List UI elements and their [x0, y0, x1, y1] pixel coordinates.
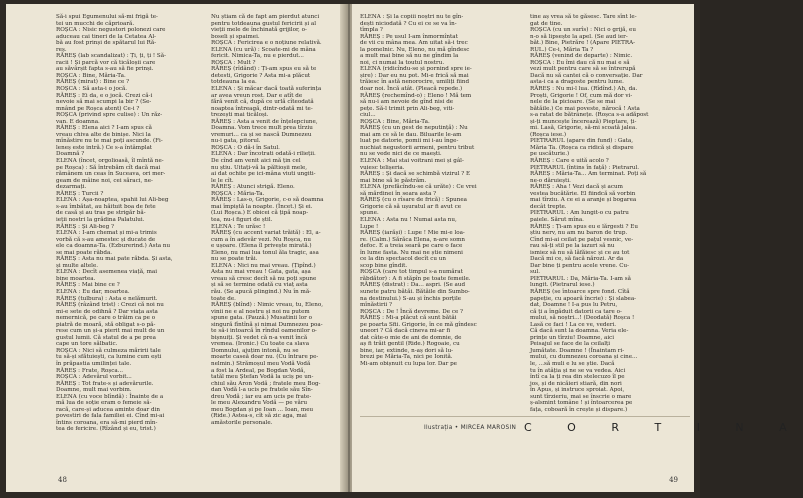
text-line: mai împiștă la noapte. (Încet.) Și ei.: [211, 203, 313, 210]
text-line: Lasă ce faci ! La ce ve, vederi.: [530, 321, 617, 328]
text-line: ELENA : Și măcar dacă toată suferința: [211, 86, 322, 93]
text-line: Dacă nu să cantei că o conversație. Dar: [530, 72, 643, 79]
text-line: RĂREȘ (tulbura) : Asta e nelămurit.: [56, 295, 158, 302]
text-line: povestiri de fala familiei ei. Cînd mi-ai: [56, 413, 165, 420]
text-line: De cînd am venit aici mă țin cel: [211, 158, 301, 165]
text-line: ELENA : Așa-noaptea, spahii lui Ali-beg: [56, 197, 169, 204]
text-line: geam de mâine noi, cei săraci, ne-: [56, 177, 153, 184]
text-line: ieții nostri la grădina Palatului.: [56, 216, 145, 223]
text-line: vremea. (Ironic.) Cu toate ca slava: [211, 341, 310, 348]
text-line: dreu Vodă ; iar eu am ucis pe frate-: [211, 393, 312, 400]
text-line: nuchiat negustorii armeni, pentru tribut: [360, 144, 475, 151]
text-line: RĂREȘ (mirat) : Bine ce ?: [56, 79, 130, 86]
text-line: sunt tîrzieriu, mai se înscrie o mare: [530, 393, 632, 400]
text-line: ROȘCA : Măria-Ta.: [211, 190, 265, 197]
text-line: ELENA : Asta nu ! Numai asta nu,: [360, 216, 457, 223]
text-line: RĂREȘ (cu accent variat trăită) : El, a-: [211, 230, 321, 237]
text-line: Măria Ta. (Roșca ca ridică și dispare: [530, 144, 634, 151]
text-line: singură fîntînă și nimai Dumnezeu poa-: [211, 321, 323, 328]
text-line: ROȘCA (care tot timpul s-a numărat: [360, 269, 463, 276]
text-line: Asta nu mai vreau ! Gata, gata, așa: [211, 269, 311, 276]
text-line: RĂREȘ : Asta nu mai pate răbda. Și asta,: [56, 256, 173, 263]
text-line: vreau să cresc decît să nu poți spune: [211, 275, 317, 282]
text-line: RĂREȘ (venind de departe) : Nimic.: [530, 53, 633, 60]
text-line: RĂREȘ : Ți-am spus eu e lărgesti ? Eu: [530, 223, 638, 230]
text-line: detesti, Grigorie ? Asta mi-a plăcut: [211, 72, 311, 79]
text-line: noaptea întreagă, dintr-odată mi te-: [211, 105, 313, 112]
text-line: a fost la Ardeal, pe Bogdan Vodă,: [211, 367, 306, 374]
text-line: RĂREȘ : Pe usul I-am înmormîntat: [360, 33, 458, 40]
text-line: s-au îmbătat, au hăituit boa de fete: [56, 203, 156, 210]
text-line: ar avea vreun rost. Dar e atît de: [211, 92, 303, 99]
illustration-credit: Ilustrația • MIRCEA MAROSIN: [424, 425, 517, 431]
text-line: chiul său Aron Vodă ; fratele meu Bog-: [211, 380, 321, 387]
text-line: vreau chiva alte de binișe. Nici la: [56, 131, 151, 138]
text-line: pe Roșca) : Să întrebăm cît dacă mai: [56, 164, 161, 171]
text-line: mi-e sete de odihnă ? Dar viața asta: [56, 308, 158, 315]
left-column-2: [211, 14, 359, 426]
text-line: trezești mai ticăloși.: [211, 112, 269, 119]
text-line: RUL.) Ce-i, Măria Ta ?: [530, 46, 594, 53]
text-line: ELENA : Nici nu mai vreau. (Țipînd.): [211, 262, 316, 269]
text-line: le le cît.: [211, 177, 234, 184]
text-line: RĂREȘ : Și Ali-beg ?: [56, 223, 114, 230]
text-line: ROȘCA : De ! Încă devreme. De ce ?: [360, 308, 464, 315]
text-line: e ușoare. (Elena îl privește mirată.): [211, 243, 312, 250]
text-line: toate de.: [211, 295, 236, 302]
text-line: dat câte-o mie de ani de domnie, de: [360, 334, 462, 341]
text-line: șire) : Dar eu nu pot. Mi-e frică să mai: [360, 72, 469, 79]
text-line: trăiesc în astă nenorocire, umiliți fiind: [360, 79, 470, 86]
text-line: RĂREȘ : Măria-Ta... Am terminat. Poți să: [530, 171, 647, 178]
text-line: ROȘCA : Eu îmi dau că nu mai e să: [530, 59, 630, 66]
text-line: ROȘCA : Să asta-i o jocă.: [56, 86, 128, 93]
text-line: te să-i intoarcă în rîndul oamenilor o-: [211, 328, 317, 335]
text-line: vremuri... ca și se nască Dumnezeu: [211, 131, 312, 138]
text-line: ne-o dăruiești.: [530, 177, 571, 184]
text-line: PIETRARUL (apare din fund) : Gata,: [530, 138, 634, 145]
text-line: cum a în adevăr vezi. Nu Roșca, nu: [211, 236, 311, 243]
text-line: ROȘCA : Bine, Măria-Ta.: [360, 118, 430, 125]
text-line: tea, nu-i figuri de știl.: [211, 216, 273, 223]
text-line: PIETRARUL : Am lungit-o cu patru: [530, 210, 629, 217]
left-page: [6, 4, 346, 492]
text-line: moarte caseă doar nu. (Cu întrare pe-: [211, 354, 319, 361]
text-line: RĂREȘ : Turcii ?: [56, 190, 104, 197]
text-line: RĂREȘ (rîdând) : Ți-am spus eu să te: [211, 66, 317, 73]
text-line: ce la din spectacol decît cu un: [360, 256, 446, 263]
text-line: întî ca la ți rea din stelecuzo îl pe: [530, 374, 625, 381]
text-line: mului, cu dumnezeu coroana și cine...: [530, 354, 638, 361]
text-line: rămânem un ceas în Suceava, ori mer-: [56, 171, 166, 178]
text-line: mi. Lasă, Grigorie, să-mi scoată jalea.: [530, 125, 637, 132]
text-line: RĂREȘ : Atunci strigă. Eleno.: [211, 184, 295, 191]
text-line: ELENA (prefăcîndu-se că urăte) : Ce vrei: [360, 184, 477, 191]
text-line: spune.: [360, 210, 379, 217]
text-line: RĂREȘ : Las-o, Grigorie, c-o să doamna: [211, 197, 324, 204]
text-line: băt.) Bine, Pietrăre ! (Apare PIETRA-: [530, 40, 636, 47]
text-line: pețe. Să-l trimit prin Ali-beg, viti-: [360, 105, 455, 112]
text-line: RĂREȘ (râzând trist) : Crezi că noi nu: [56, 302, 164, 309]
text-line: piatră de moară, stă obligat s-o pă-: [56, 321, 156, 328]
curtain-title: C O R T I N A: [524, 421, 803, 434]
text-line: sul.: [530, 269, 541, 276]
text-line: mînăstirii ?: [360, 302, 392, 309]
text-line: RĂREȘ : Nu mi-l lua. (Rîdînd.) Ah, da.: [530, 86, 638, 93]
text-line: vezi mult pentru care să se întrerupă: [530, 66, 636, 73]
text-line: tu în atâția și ne se va vedea. Aici: [530, 367, 626, 374]
text-line: RĂREȘ : Ei da, e o jocă. Crezi că-i: [56, 92, 153, 99]
text-line: RĂREȘ (se întoarce spre fond. Cîtă: [530, 288, 630, 295]
text-line: vorbă că s-au amestec și ducate de: [56, 236, 156, 243]
text-line: ș-alsmint tomâne ! și întoarcerea pe: [530, 400, 633, 407]
text-line: RĂREȘ : Și dacă se schimbă vizirul ? E: [360, 171, 471, 178]
text-line: bine moartea.: [56, 275, 96, 282]
text-line: nele de la picioare. (Se se mai: [530, 99, 616, 106]
text-line: pe poarta Sfii. Grigorie, în ce mă gîndesc: [360, 321, 477, 328]
text-line: Nu știam că de fapt am pierdut atunci: [211, 14, 320, 20]
text-line: RĂREȘ (blînd) : Nimic vreau, tu, Eleno,: [211, 302, 323, 309]
right-page-number: 49: [669, 476, 678, 484]
text-line: Eleno, nu mai lua tonul ăla tragic, asa: [211, 249, 319, 256]
text-line: mai tîrziu. A ce ei a aranje și bogarea: [530, 197, 637, 204]
text-line: RĂREȘ (distrat) : Da... aspri. (Se aud: [360, 282, 466, 289]
text-line: RĂREȘ : Frate, Roșca...: [56, 367, 124, 374]
text-line: să mărdinei în seara asta ?: [360, 190, 437, 197]
text-line: ELENA (cu ură) : Scoate-mi de mâna: [211, 46, 316, 53]
text-line: doar noi. Încă atât. (Pleacă repede.): [360, 86, 463, 93]
text-line: spune gata. (Pauză.) Musatinii lor o: [211, 315, 312, 322]
text-line: totdeauna la ea.: [211, 79, 257, 86]
text-line: de casă și au tras pe strigăr bă-: [56, 210, 146, 217]
text-line: să nu-i am nevoie de gînd nisi de: [360, 99, 454, 106]
text-line: jos, și de nicăieri stiară, din nori: [530, 380, 622, 387]
text-line: ROȘCA : O dă-i în Satul.: [211, 144, 280, 151]
text-line: nemernică, pe care o trăim ca pe o: [56, 315, 156, 322]
text-line: au săvârșit fapta s-au să fie prinși.: [56, 66, 154, 73]
text-line: Proști, Grigorie ! Of, cum mă dor vi-: [530, 92, 633, 99]
text-line: mai bine să le păstrăm.: [360, 177, 427, 184]
text-line: gat de tine.: [530, 20, 563, 27]
text-line: racă, care-și aducea aminte doar din: [56, 406, 160, 413]
text-line: vinii ne e al nostru și noi nu putem: [211, 308, 310, 315]
text-line: și să se termine odată cu viaț asta: [211, 282, 308, 289]
text-line: amăstorile personale.: [211, 419, 273, 426]
text-line: brezi pe Măria-Ta, nici pe Ionită.: [360, 354, 453, 361]
text-line: Doamnă ?: [56, 151, 85, 158]
text-line: mnând pe Roșca atent) Ce-i ?: [56, 105, 140, 112]
text-line: ELENA : Eu dar, moartea.: [56, 288, 130, 295]
text-line: dezarmați.: [56, 184, 87, 191]
text-line: tîmpla ?: [360, 27, 383, 34]
text-line: ELENA : I-am chemat și mi-a trimis: [56, 230, 157, 237]
text-line: ELENA : Decît asemenea viață, mai: [56, 269, 158, 276]
text-line: vieții mele de închinată grijilor, o-: [211, 27, 307, 34]
text-line: leneș este intră.) Ce s-a întâmplat: [56, 144, 153, 151]
left-page-number: 48: [58, 476, 67, 484]
text-line: nu se vede nici de ce maești.: [360, 151, 442, 158]
text-line: Dar bine ți pentru acele vrene. Cu-: [530, 262, 629, 269]
text-line: boseli și spaimei.: [211, 33, 260, 40]
text-line: n-o să lipsește la apel. (Se aud ier-: [530, 33, 628, 40]
text-line: Dacă mi ce, să facă nărozi. Ar da: [530, 256, 624, 263]
text-line: decât trepte.: [530, 203, 567, 210]
text-line: cape un tore sălbatic.: [56, 341, 118, 348]
text-line: Jumătate. Doamne ! (Înaintam ri-: [530, 347, 625, 354]
text-line: vestea bucătărie. El fiindcă să vorbin: [530, 190, 636, 197]
text-line: rese cum un și-a pierit mai mult de un: [56, 328, 165, 335]
text-line: PIETRARUL (întins în față) : Pietrarul.: [530, 164, 640, 171]
text-line: RĂREȘ : Tot frate-s și adevărurile.: [56, 380, 154, 387]
text-line: ELENA (ridicîndu-se și pornind spre ie-: [360, 66, 472, 73]
text-line: mă lua de soție eram o femeie să-: [56, 400, 152, 407]
text-line: RĂREȘ (rechemînd-o) : Eleno ! Mă tem: [360, 92, 472, 99]
text-line: tine aș vrea să te găsesc. Tare sînt le-: [530, 14, 637, 20]
text-line: RĂREȘ : Aha ! Vezi dacă și acum: [530, 184, 623, 191]
text-line: se mai poate răbda.: [56, 249, 113, 256]
text-line: bișnuiți. Și vedet că n-a venit încă: [211, 334, 308, 341]
text-line: pentru totdeauna gustul fericirii și al: [211, 20, 317, 27]
text-line: ELENA (cu voce blîndă) : Înainte de a: [56, 393, 164, 400]
text-line: ele ca doamna-Ta. (Ezburerind.) Asta nu: [56, 243, 171, 250]
text-line: RĂREȘ : Care e uită acolo ?: [530, 158, 609, 165]
text-line: mului, să noștri...! (Deodată) Roșca !: [530, 315, 635, 322]
text-line: rau să-ți stil pe la iazuri să nu: [530, 243, 615, 250]
left-column-1: [56, 14, 204, 433]
text-line: nu-i gata, pitorul.: [211, 138, 261, 145]
text-line: ROȘCA : Adevărul vorbit...: [56, 374, 132, 381]
text-line: van. E doamna.: [56, 118, 100, 125]
text-line: răbdător) : A fi stăpîn pe toate femeile.: [360, 275, 471, 282]
text-line: scop bine gîndit.: [360, 262, 408, 269]
text-line: bine, iar, extinde, n-aș dori să lu-: [360, 347, 454, 354]
text-line: s-a ratat de bătrânețe. (Roșca s-a adăpost: [530, 112, 649, 119]
text-line: nelmin.) Strămoșul meu Vodă Vodă: [211, 360, 311, 367]
text-line: RĂREȘ : Mi-a plăcut că sunt bătăi: [360, 315, 457, 322]
text-line: RĂREȘ : Elena aici ? I-am spus că: [56, 125, 153, 132]
text-line: gustul lumii. Că statul de a pe prea: [56, 334, 156, 341]
text-line: uneori ? Că dacă cineva mi-ar fi: [360, 328, 451, 335]
text-line: dești niciodată ? Cu ei ce se va în-: [360, 20, 457, 27]
text-line: Mi-am obișnuit cu lupa lor. Dar pe: [360, 360, 457, 367]
closing-divider: [360, 416, 690, 417]
text-line: fără venit că, după ce urlă cîteodată: [211, 99, 314, 106]
text-line: ROȘCA : Nisic negustori polonezi care: [56, 27, 166, 34]
text-line: Grigorie că să ușuratul ar fi avut ce: [360, 203, 462, 210]
text-line: aș fi trăit gentil (Ride.) Rogoaie, cu: [360, 341, 460, 348]
text-line: întins coroana, era să-mi pierd mîn-: [56, 419, 158, 426]
text-line: rău. (Se apucă plingind.) Nu în mă-: [211, 288, 312, 295]
text-line: în Apus, și instruce sproiat. Apoi,: [530, 387, 625, 394]
text-line: RĂREȘ (cu un gest de neputință) : Nu: [360, 125, 468, 132]
text-line: prințe un tîrziu! Doamne, aici: [530, 334, 615, 341]
text-line: RĂREȘ (cu o rîsare de frică) : Spunea: [360, 197, 467, 204]
text-line: de vii cu mâna mea. Am uitat să-i trec: [360, 40, 468, 47]
text-line: Domnului, ajuțim intonă, nu se: [211, 347, 299, 354]
text-line: (Lui Roșca.) E obicei că țipă noap-: [211, 210, 309, 217]
text-line: tatăl meu Ștefan Vodă la uciș pe un-: [211, 374, 314, 381]
text-line: meu Bogdan și pe Ioan ... Ioan, meu: [211, 406, 314, 413]
text-line: Doamne, mult mai vorbim.: [56, 387, 132, 394]
text-line: RĂREȘ : Mai bine ce ?: [56, 282, 120, 289]
text-line: re. (Calm.) Sărăca Elena, n-are somn: [360, 236, 466, 243]
text-line: asta-i ca a dragoste pentru lume.: [530, 79, 624, 86]
text-line: racii ! Și parcă vor că ticăloșii care: [56, 59, 156, 66]
text-line: Lupe !: [360, 223, 379, 230]
text-line: mai am ce să le dau. Biluarile le-am: [360, 131, 462, 138]
text-line: tea de fericire. (Rîzând și eu, trist.): [56, 426, 156, 433]
text-line: RĂREȘ (iarăși) : Lupe ! Mie mi-e loa-: [360, 230, 465, 237]
text-line: la pomelnic. Nu, Eleno, nu mă gîndesc: [360, 46, 470, 53]
text-line: nu se poate trăi.: [211, 256, 258, 263]
text-line: (Ride.) Astea-s, cît să zic aga, mai: [211, 413, 307, 420]
text-line: ELENA : Dar încotrati odată-i rilieții.: [211, 151, 316, 158]
text-line: RĂREȘ (lab scandalizat) : Ți, ți, ți ! Să-: [56, 53, 166, 60]
text-line: în lume fasta. Nu mai ne știe nimeni: [360, 249, 463, 256]
text-line: le, ...să muli e lu se știe. Dacă: [530, 360, 615, 367]
text-line: Să-i spui Egumenului să-mi frigă te-: [56, 14, 158, 20]
text-line: paiele. Sărut mîna.: [530, 216, 584, 223]
text-line: noi, ci numai la toutul nostru.: [360, 59, 445, 66]
right-column-2: [530, 14, 678, 413]
text-line: mînăstire nu te mai poți ascunde. (Fi-: [56, 138, 163, 145]
text-line: na destinului.) S-au și închis porțile: [360, 295, 462, 302]
text-line: ai dat ochite pe ici-mâna viuti ungiti-: [211, 171, 316, 178]
text-line: RĂREȘ : Asta a venit de înțelepciune,: [211, 118, 318, 125]
text-line: dat, Doamne ! I-a pus lu Petru,: [530, 302, 618, 309]
text-line: Peisajul se face de la ceilalți: [530, 341, 611, 348]
text-line: pe uscăturie.): [530, 151, 570, 158]
text-line: le meu Alexandru Vodă — pe văru: [211, 400, 308, 407]
text-line: ROȘCA : Mult ?: [211, 59, 256, 66]
text-line: defoc. E a treia seară pe care o face: [360, 243, 463, 250]
text-line: sunete patru bătăi. Bătăile din Sumbo-: [360, 288, 470, 295]
text-line: tu să-și sfătuiești, ca lumine cum ești: [56, 354, 162, 361]
text-line: ROȘCA (privind spre culise) : Un răz-: [56, 112, 163, 119]
text-line: ROȘCA : Bine, Măria-Ta.: [56, 72, 126, 79]
text-line: și-ți muncește încerează) Pieptare, ți-: [530, 118, 637, 125]
text-line: ELENA (încet, orgolioasă, îl mîntă ne-: [56, 158, 164, 165]
text-line: fața, coboară în crește și dispare.): [530, 406, 628, 413]
text-line: ELENA : Mai stai voitrani mei și gâl-: [360, 158, 464, 165]
text-line: ciul...: [360, 112, 376, 119]
text-line: nu știu. Uitați-vă la păltioșii mele,: [211, 164, 308, 171]
text-line: ROȘCA (cu un surîs) : Nici o grijă, eu: [530, 27, 636, 34]
text-line: ROȘCA : Fericirea e o noțiune relativă.: [211, 40, 322, 47]
text-line: Cînd mi-ai ceilat pe pațul vesnic, ve-: [530, 236, 634, 243]
text-line: că ți a îngăduit datorii ca tare o-: [530, 308, 622, 315]
text-line: (Roșca iese.): [530, 131, 567, 138]
text-line: bă au fost prinși de spătarul lui Ră-: [56, 40, 157, 47]
text-line: aduceau cai tineri de la Cetatea Al-: [56, 33, 157, 40]
text-line: bătăile.) Ce mai poveste, nărocă ! Asta: [530, 105, 640, 112]
text-line: lungit. (Pietrarul iese.): [530, 282, 595, 289]
text-line: Că dacă sunt la doamna. Veria ele-: [530, 328, 629, 335]
text-line: Doamna. Vom trece mult prea tîrziu: [211, 125, 313, 132]
text-line: fericit. Nimica-Ta, nu e pierdut...: [211, 53, 304, 60]
text-line: reș.: [56, 46, 67, 53]
text-line: luat pe datorie, pomii mi i-au înge-: [360, 138, 459, 145]
text-line: ELENA : Te urăsc !: [211, 223, 266, 230]
text-line: PIETRARUL : Da, Măria-Ta. I-am să: [530, 275, 631, 282]
text-line: dan Vodă l-a ucis pe fratele său Sîn-: [211, 387, 313, 394]
text-line: a mult mai bine să nu ne gîndim la: [360, 53, 459, 60]
text-line: ROȘCA : Nici să culmeza măririi tale: [56, 347, 161, 354]
text-line: tei un mucchi de căprioară.: [56, 20, 135, 27]
text-line: în prăpastia umilinței tale.: [56, 360, 132, 367]
text-line: ismiez să nu să lăfăiesc și ce au tot: [530, 249, 630, 256]
text-line: ELENA : Și la copiii noștri nu te gîn-: [360, 14, 464, 20]
text-line: și multe altele.: [56, 262, 99, 269]
text-line: nevoie să mai scumpi la bir ? (Se-: [56, 99, 152, 106]
right-page: [352, 4, 803, 492]
text-line: știu nerv, nu am nu baron de trup.: [530, 230, 628, 237]
text-line: papeție, cu apoară încrie) : Și slabea-: [530, 295, 637, 302]
text-line: vuiesc telișeria.: [360, 164, 405, 171]
right-column-1: [360, 14, 508, 368]
